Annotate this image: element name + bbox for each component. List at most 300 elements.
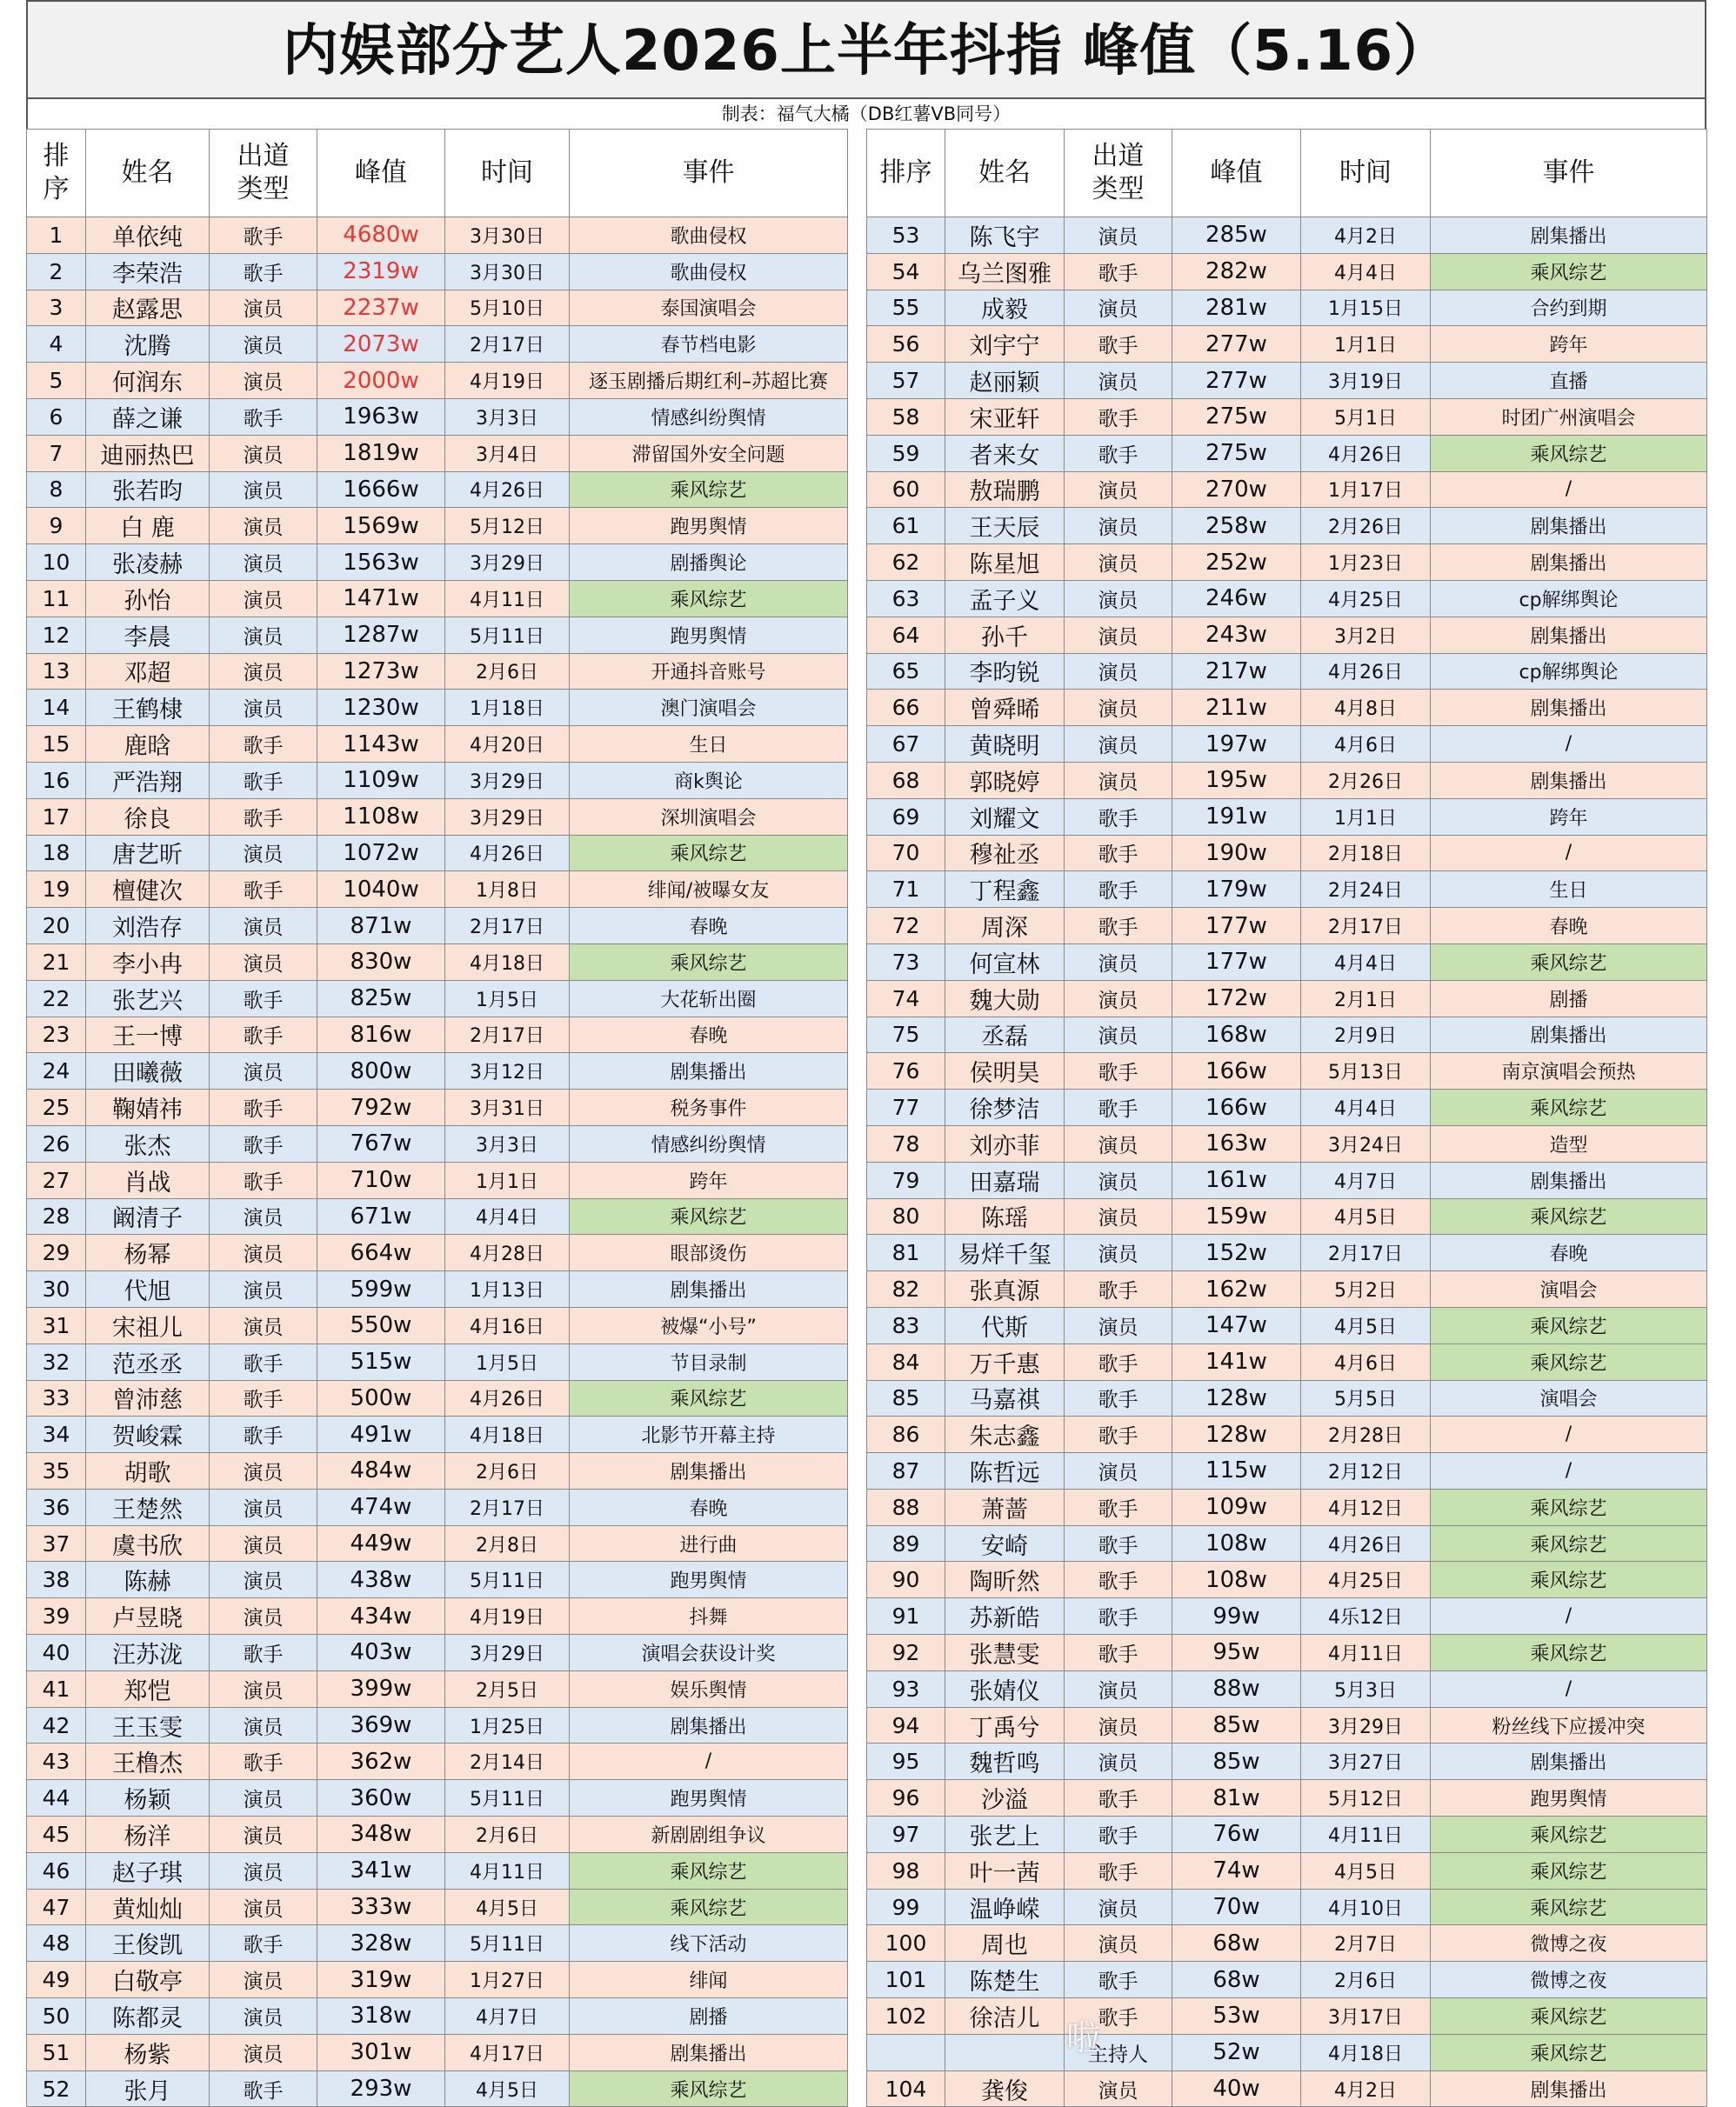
cell-type: 歌手 [1065, 1271, 1172, 1308]
cell-rank: 7 [27, 435, 86, 471]
table-row [27, 2070, 848, 2107]
cell-name: 张若昀 [86, 471, 210, 508]
cell-date: 2月26日 [1301, 762, 1431, 798]
chart-frame [26, 0, 1706, 2105]
cell-peak: 2237w [317, 290, 445, 326]
cell-peak: 484w [317, 1453, 445, 1490]
cell-name: 敖瑞鹏 [945, 471, 1065, 508]
cell-date: 4月19日 [445, 1598, 570, 1635]
cell-type: 演员 [1065, 1925, 1172, 1962]
cell-type: 歌手 [210, 762, 317, 798]
cell-name: 赵露思 [86, 290, 210, 326]
cell-peak: 491w [317, 1417, 445, 1453]
cell-event: 剧集播出 [1431, 762, 1707, 798]
header-name: 姓名 [86, 130, 210, 217]
cell-type: 歌手 [210, 2070, 317, 2107]
header-type: 出道 类型 [1065, 130, 1172, 217]
cell-date: 4月5日 [445, 1889, 570, 1925]
cell-peak: 275w [1172, 435, 1301, 471]
cell-date: 4月11日 [445, 580, 570, 617]
cell-type: 歌手 [210, 398, 317, 435]
cell-name: 杨紫 [86, 2034, 210, 2070]
cell-peak: 2319w [317, 253, 445, 290]
header-peak: 峰值 [317, 130, 445, 217]
cell-rank: 21 [27, 943, 86, 980]
cell-date: 1月5日 [445, 980, 570, 1017]
cell-type: 歌手 [1065, 1380, 1172, 1417]
table-row [867, 1598, 1707, 1635]
cell-name: 丁禹兮 [945, 1707, 1065, 1744]
cell-type: 演员 [1065, 2070, 1172, 2107]
cell-peak: 318w [317, 1998, 445, 2035]
cell-peak: 341w [317, 1852, 445, 1889]
cell-name: 代旭 [86, 1271, 210, 1308]
table-row [27, 508, 848, 544]
table-row [27, 908, 848, 944]
table-row [867, 217, 1707, 254]
cell-type: 演员 [1065, 217, 1172, 254]
table-row [27, 544, 848, 581]
cell-date: 4月10日 [1301, 1889, 1431, 1925]
cell-peak: 159w [1172, 1198, 1301, 1235]
cell-date: 2月17日 [1301, 908, 1431, 944]
cell-peak: 211w [1172, 690, 1301, 726]
cell-event: 乘风综艺 [1431, 1635, 1707, 1671]
table-row [867, 1744, 1707, 1780]
header-event: 事件 [570, 130, 848, 217]
table-row [27, 1053, 848, 1090]
cell-peak: 252w [1172, 544, 1301, 581]
table-row [27, 1962, 848, 1998]
cell-type: 演员 [210, 1453, 317, 1490]
table-row [867, 508, 1707, 544]
cell-peak: 99w [1172, 1598, 1301, 1635]
cell-event: 生日 [1431, 871, 1707, 908]
cell-name: 宋祖儿 [86, 1307, 210, 1344]
cell-peak: 115w [1172, 1453, 1301, 1490]
cell-event: 歌曲侵权 [570, 253, 848, 290]
cell-name: 丁程鑫 [945, 871, 1065, 908]
cell-type: 歌手 [1065, 798, 1172, 835]
cell-event: 春节档电影 [570, 326, 848, 363]
cell-date: 4月26日 [1301, 1525, 1431, 1562]
cell-event: / [1431, 471, 1707, 508]
cell-peak: 88w [1172, 1670, 1301, 1707]
cell-rank: 69 [867, 798, 945, 835]
cell-rank: 53 [867, 217, 945, 254]
table-row [867, 835, 1707, 871]
table-row [867, 1635, 1707, 1671]
cell-name: 迪丽热巴 [86, 435, 210, 471]
cell-event: 滞留国外安全问题 [570, 435, 848, 471]
cell-type: 演员 [1065, 1198, 1172, 1235]
cell-type: 歌手 [210, 1162, 317, 1198]
cell-date: 5月13日 [1301, 1053, 1431, 1090]
cell-name: 贺峻霖 [86, 1417, 210, 1453]
cell-peak: 474w [317, 1489, 445, 1525]
cell-event: 剧播 [570, 1998, 848, 2035]
cell-peak: 95w [1172, 1635, 1301, 1671]
cell-type: 演员 [210, 1489, 317, 1525]
cell-name: 张月 [86, 2070, 210, 2107]
cell-peak: 710w [317, 1162, 445, 1198]
cell-name: 孙千 [945, 617, 1065, 653]
cell-date: 1月25日 [445, 1707, 570, 1744]
cell-date: 5月2日 [1301, 1271, 1431, 1308]
cell-event: 娱乐舆情 [570, 1670, 848, 1707]
cell-date: 4月26日 [1301, 435, 1431, 471]
cell-event: 微博之夜 [1431, 1962, 1707, 1998]
cell-event: 春晚 [570, 908, 848, 944]
cell-peak: 301w [317, 2034, 445, 2070]
cell-type: 演员 [210, 1852, 317, 1889]
table-row [27, 363, 848, 399]
cell-type: 歌手 [210, 1380, 317, 1417]
cell-rank: 37 [27, 1525, 86, 1562]
table-row [867, 1453, 1707, 1490]
cell-name: 田嘉瑞 [945, 1162, 1065, 1198]
cell-event: / [1431, 835, 1707, 871]
cell-type: 歌手 [210, 1125, 317, 1162]
cell-event: 剧播舆论 [570, 544, 848, 581]
cell-date: 3月3日 [445, 398, 570, 435]
cell-peak: 162w [1172, 1271, 1301, 1308]
cell-type: 演员 [1065, 363, 1172, 399]
cell-name: 刘耀文 [945, 798, 1065, 835]
cell-date: 1月1日 [1301, 326, 1431, 363]
cell-event: 直播 [1431, 363, 1707, 399]
cell-event: 剧集播出 [570, 1271, 848, 1308]
cell-name: 穆祉丞 [945, 835, 1065, 871]
cell-date: 1月23日 [1301, 544, 1431, 581]
cell-date: 4月18日 [445, 943, 570, 980]
cell-peak: 197w [1172, 726, 1301, 763]
cell-date: 4月26日 [445, 471, 570, 508]
cell-type: 演员 [1065, 1235, 1172, 1271]
cell-date: 4月6日 [1301, 726, 1431, 763]
cell-date: 1月27日 [445, 1962, 570, 1998]
cell-peak: 281w [1172, 290, 1301, 326]
cell-rank: 25 [27, 1090, 86, 1126]
cell-name: 张艺上 [945, 1817, 1065, 1853]
cell-date: 4月20日 [445, 726, 570, 763]
cell-type: 歌手 [210, 1417, 317, 1453]
table-row [27, 1235, 848, 1271]
cell-date: 1月13日 [445, 1271, 570, 1308]
cell-peak: 792w [317, 1090, 445, 1126]
cell-type: 演员 [210, 908, 317, 944]
cell-type: 演员 [1065, 1162, 1172, 1198]
cell-peak: 1273w [317, 653, 445, 690]
cell-type: 演员 [210, 471, 317, 508]
table-row [27, 1380, 848, 1417]
cell-name: 侯明昊 [945, 1053, 1065, 1090]
cell-rank: 32 [27, 1344, 86, 1380]
table-row [27, 980, 848, 1017]
cell-peak: 243w [1172, 617, 1301, 653]
cell-name: 王一博 [86, 1017, 210, 1053]
cell-event: 税务事件 [570, 1090, 848, 1126]
table-row [867, 1090, 1707, 1126]
cell-name: 黄灿灿 [86, 1889, 210, 1925]
cell-name: 郑恺 [86, 1670, 210, 1707]
cell-event: / [570, 1744, 848, 1780]
cell-type: 演员 [210, 1053, 317, 1090]
table-row [867, 1489, 1707, 1525]
table-row [27, 1162, 848, 1198]
cell-date: 5月11日 [445, 617, 570, 653]
cell-name: 薛之谦 [86, 398, 210, 435]
table-row [27, 1307, 848, 1344]
cell-name: 王楚然 [86, 1489, 210, 1525]
table-row [27, 1344, 848, 1380]
table-row [867, 1344, 1707, 1380]
cell-rank: 88 [867, 1489, 945, 1525]
cell-peak: 68w [1172, 1925, 1301, 1962]
table-row [27, 1889, 848, 1925]
cell-peak: 1109w [317, 762, 445, 798]
cell-rank: 49 [27, 1962, 86, 1998]
cell-date: 5月11日 [445, 1562, 570, 1598]
cell-name: 白 鹿 [86, 508, 210, 544]
header-rank: 排序 [867, 130, 945, 217]
cell-event: 乘风综艺 [570, 1198, 848, 1235]
cell-rank: 13 [27, 653, 86, 690]
table-row [27, 326, 848, 363]
cell-type: 演员 [1065, 762, 1172, 798]
table-row [867, 1525, 1707, 1562]
table-row [27, 1562, 848, 1598]
page-title: 内娱部分艺人2026上半年抖指 峰值（5.16） [26, 0, 1706, 99]
cell-name: 魏哲鸣 [945, 1744, 1065, 1780]
cell-peak: 282w [1172, 253, 1301, 290]
ranking-table-left [26, 129, 848, 2107]
cell-peak: 333w [317, 1889, 445, 1925]
cell-type: 歌手 [1065, 835, 1172, 871]
cell-type: 演员 [210, 435, 317, 471]
table-row [27, 1417, 848, 1453]
table-row [867, 253, 1707, 290]
cell-peak: 1072w [317, 835, 445, 871]
cell-peak: 166w [1172, 1053, 1301, 1090]
cell-type: 歌手 [1065, 1562, 1172, 1598]
cell-event: cp解绑舆论 [1431, 653, 1707, 690]
cell-event: 春晚 [1431, 1235, 1707, 1271]
cell-name: 魏大勋 [945, 980, 1065, 1017]
table-row [867, 544, 1707, 581]
cell-name: 邓超 [86, 653, 210, 690]
cell-rank: 104 [867, 2070, 945, 2107]
cell-rank: 99 [867, 1889, 945, 1925]
cell-peak: 871w [317, 908, 445, 944]
cell-event: 大花斩出圈 [570, 980, 848, 1017]
cell-peak: 362w [317, 1744, 445, 1780]
cell-rank: 85 [867, 1380, 945, 1417]
cell-peak: 348w [317, 1817, 445, 1853]
cell-rank: 87 [867, 1453, 945, 1490]
cell-type: 歌手 [1065, 398, 1172, 435]
cell-event: 跨年 [1431, 798, 1707, 835]
cell-peak: 177w [1172, 943, 1301, 980]
cell-type: 演员 [210, 1198, 317, 1235]
cell-name: 刘亦菲 [945, 1125, 1065, 1162]
cell-peak: 399w [317, 1670, 445, 1707]
cell-name: 肖战 [86, 1162, 210, 1198]
cell-rank: 48 [27, 1925, 86, 1962]
cell-rank: 27 [27, 1162, 86, 1198]
cell-rank: 90 [867, 1562, 945, 1598]
cell-event: 新剧剧组争议 [570, 1817, 848, 1853]
cell-peak: 128w [1172, 1417, 1301, 1453]
cell-date: 1月1日 [445, 1162, 570, 1198]
table-row [867, 1998, 1707, 2035]
cell-type: 演员 [210, 508, 317, 544]
table-row [27, 835, 848, 871]
header-type: 出道 类型 [210, 130, 317, 217]
cell-peak: 293w [317, 2070, 445, 2107]
cell-peak: 108w [1172, 1562, 1301, 1598]
cell-peak: 767w [317, 1125, 445, 1162]
cell-type: 歌手 [1065, 253, 1172, 290]
cell-event: 剧集播出 [1431, 690, 1707, 726]
cell-name [945, 2034, 1065, 2070]
table-row [867, 1417, 1707, 1453]
cell-type: 歌手 [210, 1925, 317, 1962]
cell-name: 徐良 [86, 798, 210, 835]
table-row [867, 435, 1707, 471]
cell-event: 泰国演唱会 [570, 290, 848, 326]
cell-peak: 195w [1172, 762, 1301, 798]
cell-event: 剧集播出 [1431, 544, 1707, 581]
cell-type: 歌手 [1065, 1053, 1172, 1090]
cell-peak: 403w [317, 1635, 445, 1671]
table-header-row [867, 130, 1707, 217]
cell-event: 造型 [1431, 1125, 1707, 1162]
cell-peak: 664w [317, 1235, 445, 1271]
table-row [27, 217, 848, 254]
cell-name: 陈哲远 [945, 1453, 1065, 1490]
cell-date: 2月17日 [445, 908, 570, 944]
table-row [867, 726, 1707, 763]
cell-name: 周深 [945, 908, 1065, 944]
cell-date: 3月30日 [445, 253, 570, 290]
cell-date: 4月4日 [1301, 1090, 1431, 1126]
cell-peak: 800w [317, 1053, 445, 1090]
cell-rank: 22 [27, 980, 86, 1017]
cell-name: 张慧雯 [945, 1635, 1065, 1671]
cell-peak: 1287w [317, 617, 445, 653]
cell-rank: 79 [867, 1162, 945, 1198]
cell-type: 演员 [1065, 1125, 1172, 1162]
cell-event: 开通抖音账号 [570, 653, 848, 690]
cell-rank: 26 [27, 1125, 86, 1162]
cell-rank: 52 [27, 2070, 86, 2107]
cell-date: 1月1日 [1301, 798, 1431, 835]
table-row [27, 1925, 848, 1962]
cell-name: 李小冉 [86, 943, 210, 980]
cell-type: 歌手 [1065, 1780, 1172, 1817]
cell-rank: 33 [27, 1380, 86, 1417]
cell-peak: 449w [317, 1525, 445, 1562]
cell-rank: 95 [867, 1744, 945, 1780]
cell-event: 春晚 [1431, 908, 1707, 944]
cell-rank: 75 [867, 1017, 945, 1053]
cell-event: 深圳演唱会 [570, 798, 848, 835]
cell-rank: 76 [867, 1053, 945, 1090]
table-row [27, 580, 848, 617]
cell-peak: 85w [1172, 1744, 1301, 1780]
cell-name: 杨幂 [86, 1235, 210, 1271]
cell-name: 沈腾 [86, 326, 210, 363]
cell-type: 歌手 [1065, 1489, 1172, 1525]
cell-rank: 56 [867, 326, 945, 363]
cell-type: 歌手 [1065, 1852, 1172, 1889]
cell-type: 演员 [1065, 1307, 1172, 1344]
cell-name: 安崎 [945, 1525, 1065, 1562]
cell-type: 歌手 [1065, 1962, 1172, 1998]
cell-peak: 1819w [317, 435, 445, 471]
table-row [867, 1380, 1707, 1417]
cell-event: 乘风综艺 [1431, 1344, 1707, 1380]
cell-date: 4月5日 [1301, 1198, 1431, 1235]
cell-name: 王俊凯 [86, 1925, 210, 1962]
cell-peak: 1040w [317, 871, 445, 908]
cell-event: 剧集播出 [570, 1707, 848, 1744]
table-row [867, 1817, 1707, 1853]
cell-rank: 86 [867, 1417, 945, 1453]
table-row [867, 471, 1707, 508]
cell-date: 2月6日 [1301, 1962, 1431, 1998]
cell-name: 萧蔷 [945, 1489, 1065, 1525]
cell-rank: 20 [27, 908, 86, 944]
cell-date: 2月6日 [445, 653, 570, 690]
cell-date: 4月7日 [445, 1998, 570, 2035]
cell-type: 演员 [210, 1707, 317, 1744]
cell-event: 时团广州演唱会 [1431, 398, 1707, 435]
cell-type: 演员 [1065, 1670, 1172, 1707]
cell-name: 严浩翔 [86, 762, 210, 798]
cell-date: 4月2日 [1301, 217, 1431, 254]
cell-rank: 71 [867, 871, 945, 908]
table-row [27, 726, 848, 763]
table-row [867, 908, 1707, 944]
cell-date: 1月18日 [445, 690, 570, 726]
cell-type: 演员 [210, 544, 317, 581]
cell-rank: 96 [867, 1780, 945, 1817]
cell-rank: 57 [867, 363, 945, 399]
cell-peak: 53w [1172, 1998, 1301, 2035]
table-row [27, 1453, 848, 1490]
cell-event: 春晚 [570, 1017, 848, 1053]
cell-date: 4月17日 [445, 2034, 570, 2070]
cell-date: 4月6日 [1301, 1344, 1431, 1380]
cell-rank: 46 [27, 1852, 86, 1889]
cell-rank: 43 [27, 1744, 86, 1780]
cell-event: 跑男舆情 [570, 1780, 848, 1817]
cell-peak: 360w [317, 1780, 445, 1817]
cell-date: 2月17日 [445, 326, 570, 363]
table-row [27, 398, 848, 435]
cell-rank: 97 [867, 1817, 945, 1853]
cell-event: 春晚 [570, 1489, 848, 1525]
table-row [867, 2070, 1707, 2107]
cell-peak: 515w [317, 1344, 445, 1380]
cell-rank: 3 [27, 290, 86, 326]
header-date: 时间 [445, 130, 570, 217]
cell-event: 南京演唱会预热 [1431, 1053, 1707, 1090]
table-row [867, 690, 1707, 726]
table-row [867, 798, 1707, 835]
